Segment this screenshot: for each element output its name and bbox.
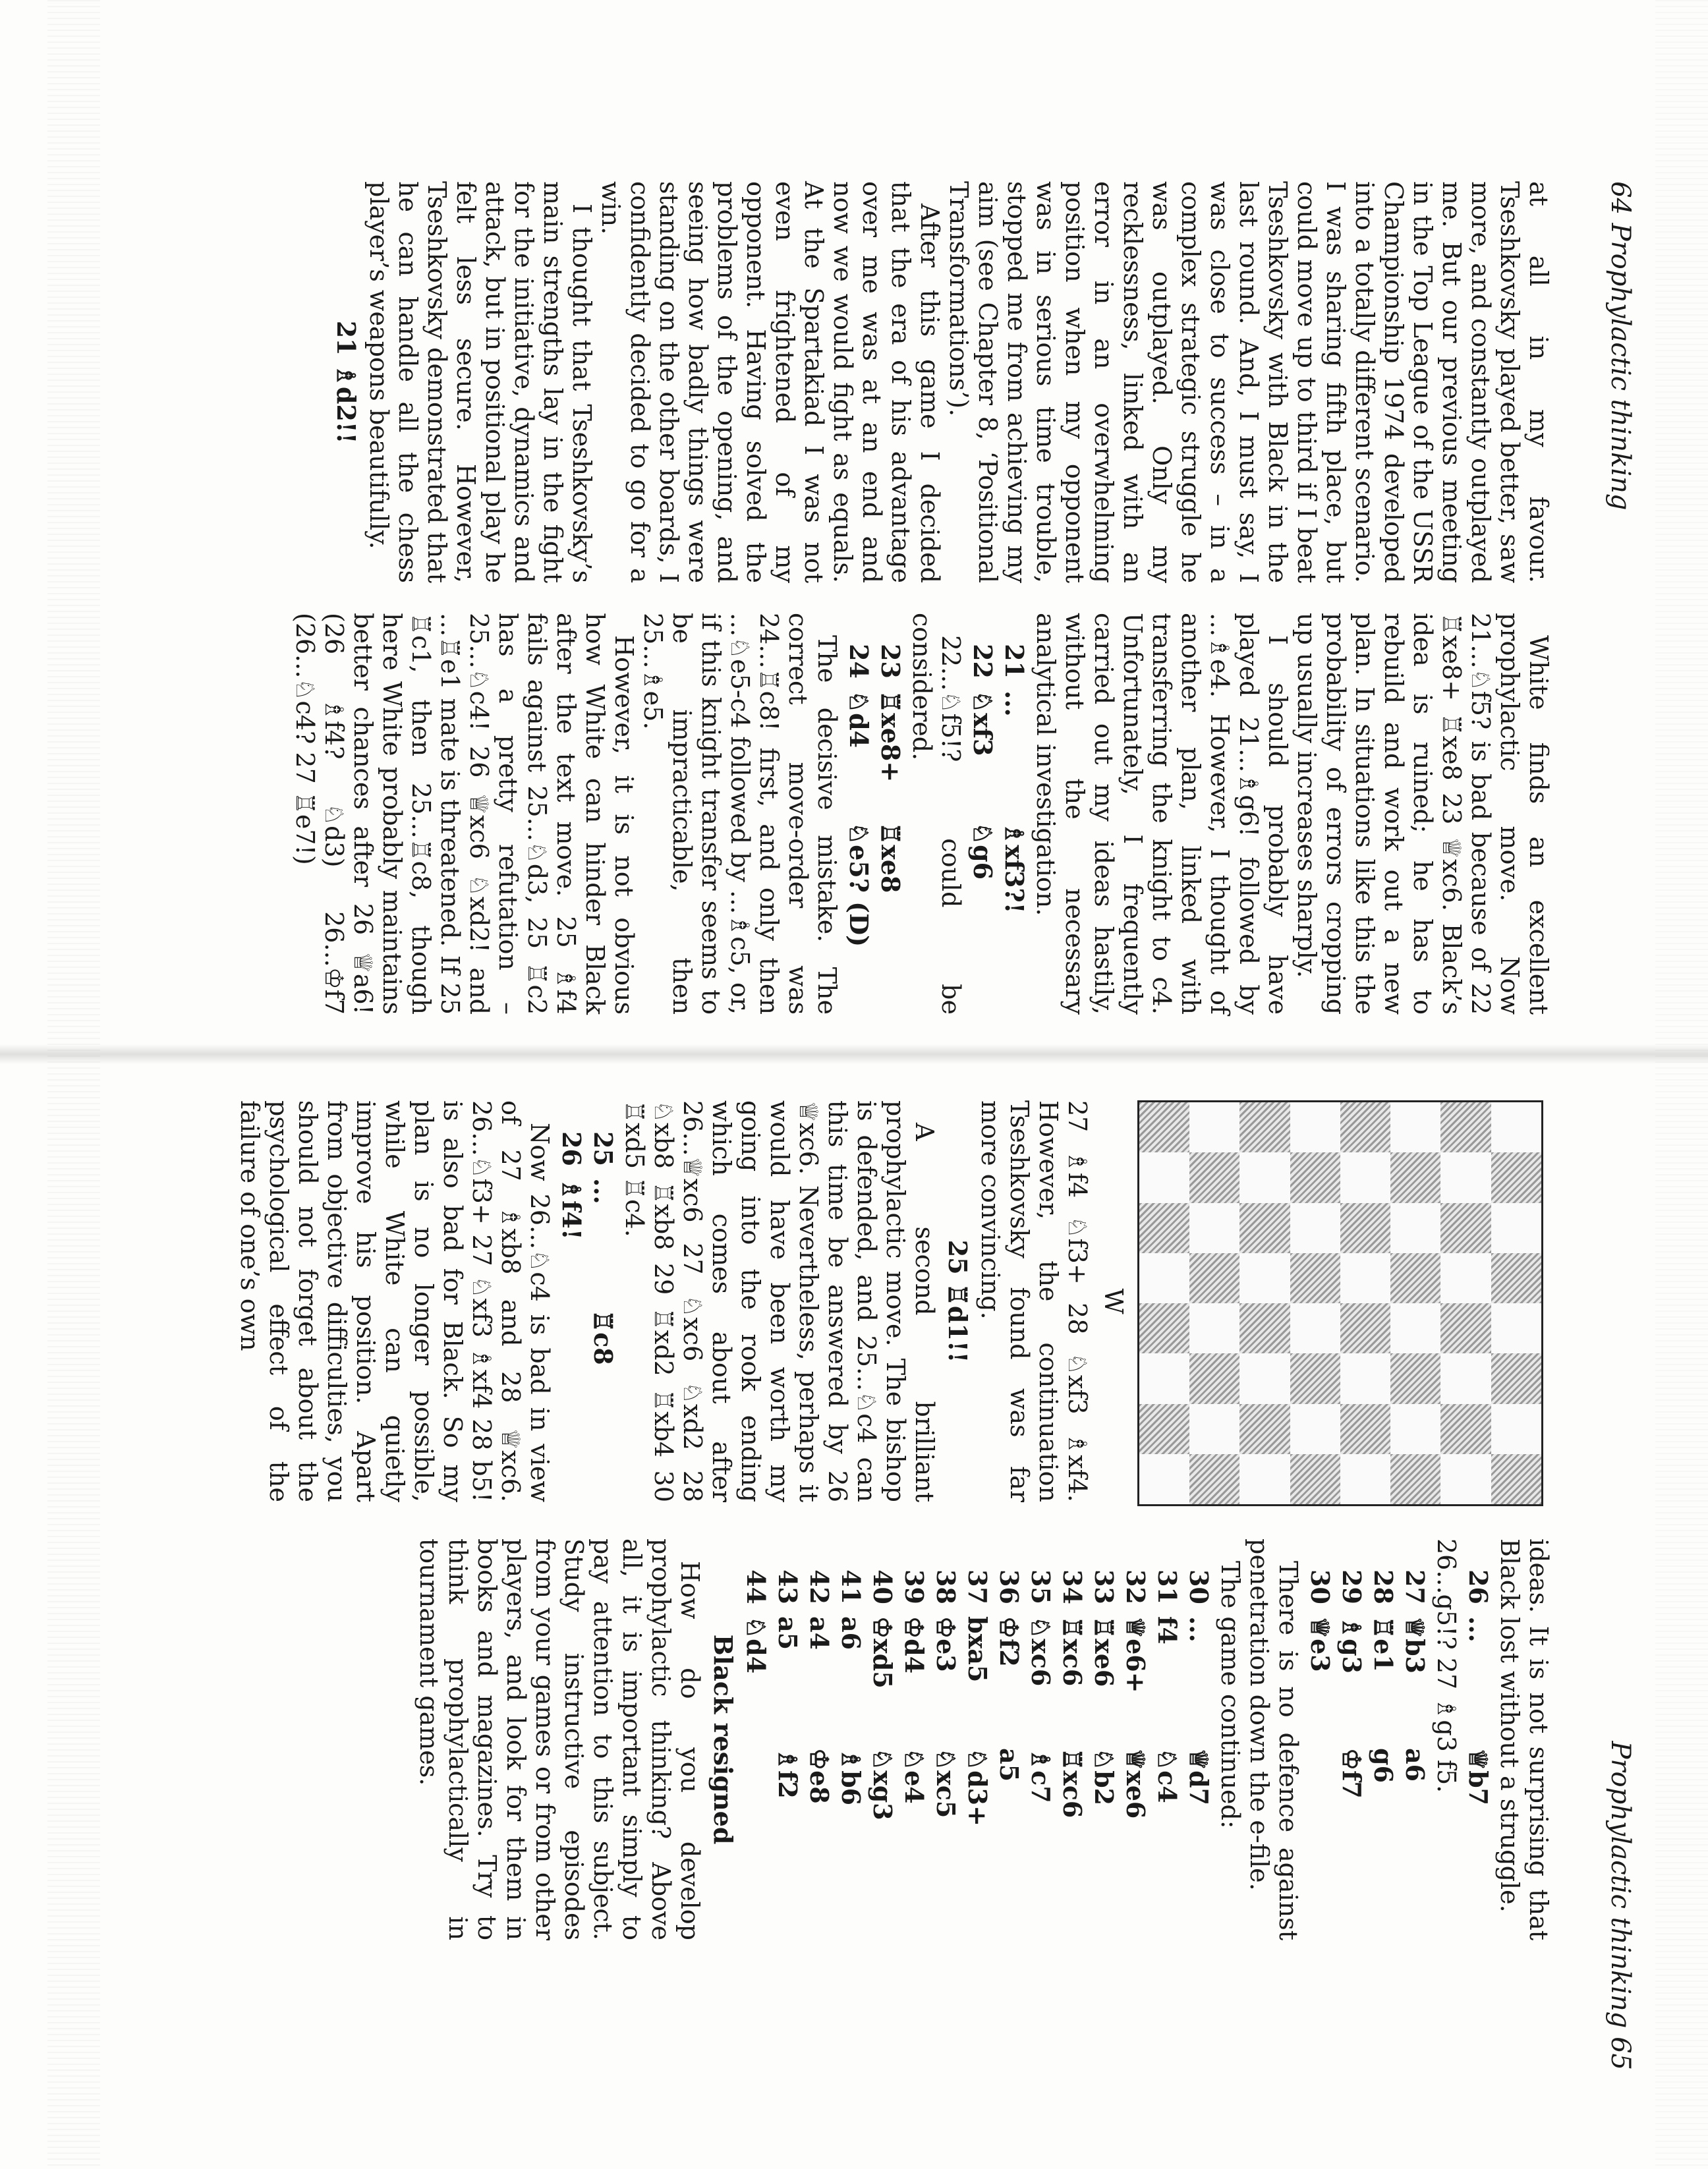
paragraph: How do you develop prophylactic thinking? Above all, it is important simply to pay attention to this subject. Study instructive episodes from your games or from other players, and look for them in books and magazines. Try to think prophylactically in tournament games.: [414, 1538, 704, 1940]
black-move: ♘xg3: [868, 1748, 897, 1820]
white-move: ♗f4!: [557, 1178, 586, 1240]
white-move: ♘xc6: [1026, 1616, 1056, 1687]
white-move: ♖xe8+: [876, 690, 905, 783]
board-square: [1240, 1253, 1290, 1303]
white-move: ♖xe6: [1089, 1616, 1119, 1687]
paragraph: Now 26...♘c4 is bad in view of 27 ♗xb8 and 28 ♕xc6. 26...♘f3+ 27 ♘xf3 ♗xf4 28 b5! is also bad for Black. So my plan is no longer possible, while White can quietly improve his position. Apart from objective difficulties, you should not forget about the psychological effect of the failure of one’s own: [235, 1100, 554, 1502]
board-square: [1139, 1454, 1189, 1504]
move-line: [1058, 1538, 1087, 1940]
move-number: 36: [994, 1569, 1024, 1604]
black-move: ♗xf3?!: [1000, 822, 1029, 914]
board-square: [1139, 1404, 1189, 1454]
page-header-right: Prophylactic thinking 65: [1605, 1741, 1636, 2070]
move-line: [1026, 1538, 1055, 1940]
black-move: ♘e5? (D): [844, 822, 874, 947]
paragraph: However, it is not obvious how White can hinder Black after the text move. 25 ♗f4 fails against 25...♘d3, 25 ♖c2 has a pretty refutation – 25...♘c4! 26 ♕xc6 ♘xd2! and ...♖e1 mate is threatened. If 25 ♖c1, then 25...♖c8, though here White probably maintains better chances after 26 ♕a6! (26 ♗f4? ♘d3) 26...♔f7 (26...♘c4? 27 ♖e7!): [291, 613, 639, 1015]
board-square: [1441, 1152, 1491, 1202]
black-move: g6: [1369, 1748, 1398, 1784]
page-64: [0, 0, 1708, 1054]
board-square: [1240, 1303, 1290, 1353]
black-move: ♗f2: [773, 1748, 803, 1799]
board-square: [1290, 1353, 1340, 1403]
move-25-white: 25 ♖d1!!: [943, 1239, 973, 1363]
page-65: [0, 1054, 1708, 2169]
board-square: [1240, 1152, 1290, 1202]
white-move: ...: [1184, 1616, 1214, 1643]
paragraph: 26...g5!? 27 ♗g3 f5.: [1432, 1538, 1461, 1793]
move-line: [1121, 1538, 1150, 1940]
move-number: 26: [1464, 1569, 1493, 1604]
black-move: ♕d7: [1184, 1748, 1214, 1806]
move-number: 32: [1121, 1569, 1151, 1604]
white-move: bxa5: [963, 1616, 992, 1683]
move-number: 23: [876, 644, 905, 679]
move-number: 39: [899, 1569, 929, 1604]
column-2: [291, 613, 1553, 1015]
board-square: [1189, 1454, 1239, 1504]
black-move: ♘g6: [968, 822, 998, 880]
page-header-left: 64 Prophylactic thinking: [1605, 181, 1636, 511]
chess-diagram: [1137, 1100, 1543, 1506]
board-square: [1189, 1253, 1239, 1303]
black-move: ♕xe6: [1121, 1748, 1151, 1819]
move-number: 30: [1184, 1569, 1214, 1604]
move-line: [773, 1538, 802, 1940]
move-line: [1184, 1538, 1213, 1940]
paragraph: The game continued:: [1216, 1561, 1245, 1829]
board-square: [1390, 1253, 1440, 1303]
board-square: [1189, 1102, 1239, 1152]
board-square: [1441, 1353, 1491, 1403]
column-1: [327, 181, 1553, 583]
paragraph: 27 ♗f4 ♘f3+ 28 ♘xf3 ♗xf4. However, the continuation Tseshkovsky found was far more convincing.: [976, 1100, 1092, 1502]
move-21-white: 21 ♗d2!!: [331, 320, 361, 444]
black-move: [741, 1748, 770, 1940]
move-line: [1153, 1538, 1181, 1940]
board-square: [1340, 1102, 1390, 1152]
board-square: [1290, 1253, 1340, 1303]
white-move: ...: [1000, 690, 1029, 717]
board-square: [1340, 1152, 1390, 1202]
diagram-caption: W: [1099, 1288, 1128, 1314]
black-move: ♖c8: [588, 1310, 618, 1365]
move-line: [588, 1100, 617, 1502]
board-square: [1139, 1102, 1189, 1152]
white-move: ♕b3: [1400, 1616, 1430, 1674]
board-square: [1240, 1454, 1290, 1504]
black-move: ♘c4: [1153, 1748, 1182, 1803]
paragraph: 22...♘f5!? could be considered.: [907, 613, 965, 1015]
white-move: f4: [1153, 1616, 1182, 1645]
move-number: 28: [1369, 1569, 1398, 1604]
move-number: 25: [588, 1131, 618, 1166]
board-square: [1390, 1152, 1440, 1202]
board-square: [1390, 1102, 1440, 1152]
board-square: [1240, 1404, 1290, 1454]
black-move: ♘xc5: [931, 1748, 961, 1818]
move-number: 31: [1153, 1569, 1182, 1604]
move-number: 41: [836, 1569, 866, 1604]
white-move: ♘d4: [741, 1616, 771, 1674]
board-square: [1290, 1203, 1340, 1253]
white-move: a6: [836, 1616, 866, 1650]
black-move: [1305, 1748, 1334, 1940]
board-square: [1491, 1152, 1541, 1202]
board-square: [1189, 1303, 1239, 1353]
move-number: 30: [1305, 1569, 1335, 1604]
move-line: [1400, 1538, 1429, 1940]
board-square: [1441, 1303, 1491, 1353]
board-square: [1240, 1102, 1290, 1152]
board-square: [1491, 1203, 1541, 1253]
board-square: [1340, 1253, 1390, 1303]
move-number: 40: [868, 1569, 897, 1604]
move-line: [1089, 1538, 1118, 1940]
paragraph: The decisive mistake. The correct move-order was 24...♖c8! first, and only then ...♘e5-c4 followed by ...♗c5, or, if this knight transfer seems to be impracticable, then 25...♗e5.: [639, 613, 841, 1015]
move-line: [741, 1538, 770, 1940]
move-line: [963, 1538, 992, 1940]
board-square: [1390, 1203, 1440, 1253]
board-square: [1390, 1303, 1440, 1353]
black-move: ♕b7: [1464, 1748, 1493, 1806]
move-number: 35: [1026, 1569, 1056, 1604]
black-move: ♘e4: [899, 1748, 929, 1804]
board-square: [1139, 1303, 1189, 1353]
black-move: ♔e8: [805, 1748, 834, 1804]
white-move: a4: [805, 1616, 834, 1650]
board-square: [1240, 1353, 1290, 1403]
move-line: [1000, 613, 1029, 1015]
move-list: [1305, 1538, 1429, 1940]
board-square: [1290, 1102, 1340, 1152]
move-line: [994, 1538, 1023, 1940]
board-square: [1491, 1303, 1541, 1353]
white-move: ...: [1464, 1616, 1493, 1643]
move-line: [557, 1100, 586, 1502]
board-square: [1441, 1203, 1491, 1253]
move-number: 43: [773, 1569, 803, 1604]
white-move: ♕e6+: [1121, 1616, 1151, 1693]
paragraph: There is no defence against penetration down the e-file.: [1245, 1538, 1303, 1940]
move-line: [1369, 1538, 1398, 1940]
board-square: [1390, 1353, 1440, 1403]
board-square: [1340, 1454, 1390, 1504]
white-move: ...: [588, 1178, 618, 1204]
board-square: [1290, 1404, 1340, 1454]
board-square: [1139, 1253, 1189, 1303]
black-move: ♘b2: [1089, 1748, 1119, 1806]
move-line: [968, 613, 997, 1015]
white-move: ♖xc6: [1058, 1616, 1087, 1687]
paragraph: at all in my favour. Tseshkovsky played better, saw more, and constantly outplayed me. But our previous meeting in the Top League of the USSR Championship 1974 developed into a totally different scenario. I was sharing fifth place, but could move up to third if I beat Tseshkovsky with Black in the last round. And, I must say, I was close to success – in a complex strategic struggle he was outplayed. Only my recklessness, linked with an error in an overwhelming position when my opponent was in serious time trouble, stopped me from achieving my aim (see Chapter 8, ‘Positional Transformations’).: [944, 181, 1553, 583]
white-move: ♔xd5: [868, 1616, 897, 1689]
white-move: ♘xf3: [968, 690, 998, 756]
board-square: [1441, 1253, 1491, 1303]
move-list: [741, 1538, 1213, 1940]
board-square: [1189, 1203, 1239, 1253]
column-4: [414, 1538, 1553, 1940]
black-move: ♖xe8: [876, 822, 905, 893]
board-square: [1189, 1404, 1239, 1454]
move-line: [836, 1538, 865, 1940]
move-line: [844, 613, 873, 1015]
board-square: [1491, 1102, 1541, 1152]
board-square: [1441, 1404, 1491, 1454]
black-move: a6: [1400, 1748, 1430, 1782]
paragraph: White finds an excellent prophylactic move. Now 21...♘f5? is bad because of 22 ♖xe8+ ♖xe8 23 ♕xc6. Black’s idea is ruined; he has to rebuild and work out a new plan. In situations like this the probability of errors cropping up usually increases sharply.: [1292, 613, 1553, 1015]
white-move: ♖e1: [1369, 1616, 1398, 1672]
move-number: 44: [741, 1569, 771, 1604]
board-square: [1491, 1404, 1541, 1454]
board-square: [1340, 1203, 1390, 1253]
paragraph: After this game I decided that the era of his advantage over me was at an end and now we would fight as equals. At the Spartakiad I was not even frightened of my opponent. Having solved the problems of the opening, and seeing how badly things were standing on the other boards, I confidently decided to go for a win.: [596, 181, 944, 583]
black-move: ♗b6: [836, 1748, 866, 1806]
game-result: Black resigned: [708, 1634, 738, 1845]
board-square: [1441, 1454, 1491, 1504]
paragraph: ideas. It is not surprising that Black lost without a struggle.: [1495, 1538, 1553, 1940]
board-square: [1491, 1454, 1541, 1504]
board-square: [1290, 1152, 1340, 1202]
move-number: 21: [1000, 644, 1029, 679]
move-line: [1305, 1538, 1334, 1940]
board-square: [1139, 1152, 1189, 1202]
move-number: 26: [557, 1131, 586, 1166]
column-3: [235, 1100, 1092, 1502]
paragraph: A second brilliant prophylactic move. The bishop is defended, and 25...♘c4 can this time be answered by 26 ♕xc6. Nevertheless, perhaps it would have been worth my going into the rook ending which comes about after 26...♕xc6 27 ♘xc6 ♘xd2 28 ♘xb8 ♖xb8 29 ♖xd2 ♖xb4 30 ♖xd5 ♖c4.: [620, 1100, 939, 1502]
move-number: 34: [1058, 1569, 1087, 1604]
board-square: [1340, 1404, 1390, 1454]
board-square: [1491, 1353, 1541, 1403]
white-move: ♔f2: [994, 1616, 1024, 1667]
board-square: [1139, 1353, 1189, 1403]
board-square: [1340, 1353, 1390, 1403]
board-square: [1441, 1102, 1491, 1152]
move-line: [1464, 1538, 1493, 1940]
white-move: ♕e3: [1305, 1616, 1335, 1672]
white-move: ♗g3: [1337, 1616, 1367, 1674]
black-move: ♔f7: [1337, 1748, 1367, 1799]
board-square: [1290, 1454, 1340, 1504]
move-line: [1337, 1538, 1366, 1940]
board-square: [1340, 1303, 1390, 1353]
white-move: ♔d4: [899, 1616, 929, 1674]
white-move: ♘d4: [844, 690, 874, 748]
move-line: [931, 1538, 960, 1940]
paragraph: I should probably have played 21...♗g6! followed by ...♗e4. However, I thought of another plan, linked with transferring the knight to c4. Unfortunately, I frequently carried out my ideas hastily, without the necessary analytical investigation.: [1031, 613, 1292, 1015]
move-number: 27: [1400, 1569, 1430, 1604]
black-move: ♘d3+: [963, 1748, 992, 1826]
board-square: [1240, 1203, 1290, 1253]
board-square: [1390, 1404, 1440, 1454]
move-number: 22: [968, 644, 998, 679]
move-number: 29: [1337, 1569, 1367, 1604]
move-number: 42: [805, 1569, 834, 1604]
move-line: [805, 1538, 834, 1940]
black-move: ♗c7: [1026, 1748, 1056, 1803]
black-move: a5: [994, 1748, 1024, 1782]
black-move: [557, 1310, 586, 1502]
move-line: [899, 1538, 928, 1940]
paragraph: I thought that Tseshkovsky’s main strengths lay in the fight for the initiative, dynamics and attack, but in positional play he felt less secure. However, Tseshkovsky demonstrated that he can handle all the chess player’s weapons beautifully.: [364, 181, 596, 583]
white-move: ♔e3: [931, 1616, 961, 1672]
move-line: [868, 1538, 897, 1940]
board-square: [1189, 1353, 1239, 1403]
board-square: [1491, 1253, 1541, 1303]
black-move: ♖xc6: [1058, 1748, 1087, 1818]
board-square: [1139, 1203, 1189, 1253]
white-move: a5: [773, 1616, 803, 1650]
move-line: [876, 613, 905, 1015]
board-square: [1290, 1303, 1340, 1353]
board-square: [1390, 1454, 1440, 1504]
board-square: [1189, 1152, 1239, 1202]
move-number: 24: [844, 644, 874, 679]
move-number: 33: [1089, 1569, 1119, 1604]
move-number: 38: [931, 1569, 961, 1604]
move-number: 37: [963, 1569, 992, 1604]
